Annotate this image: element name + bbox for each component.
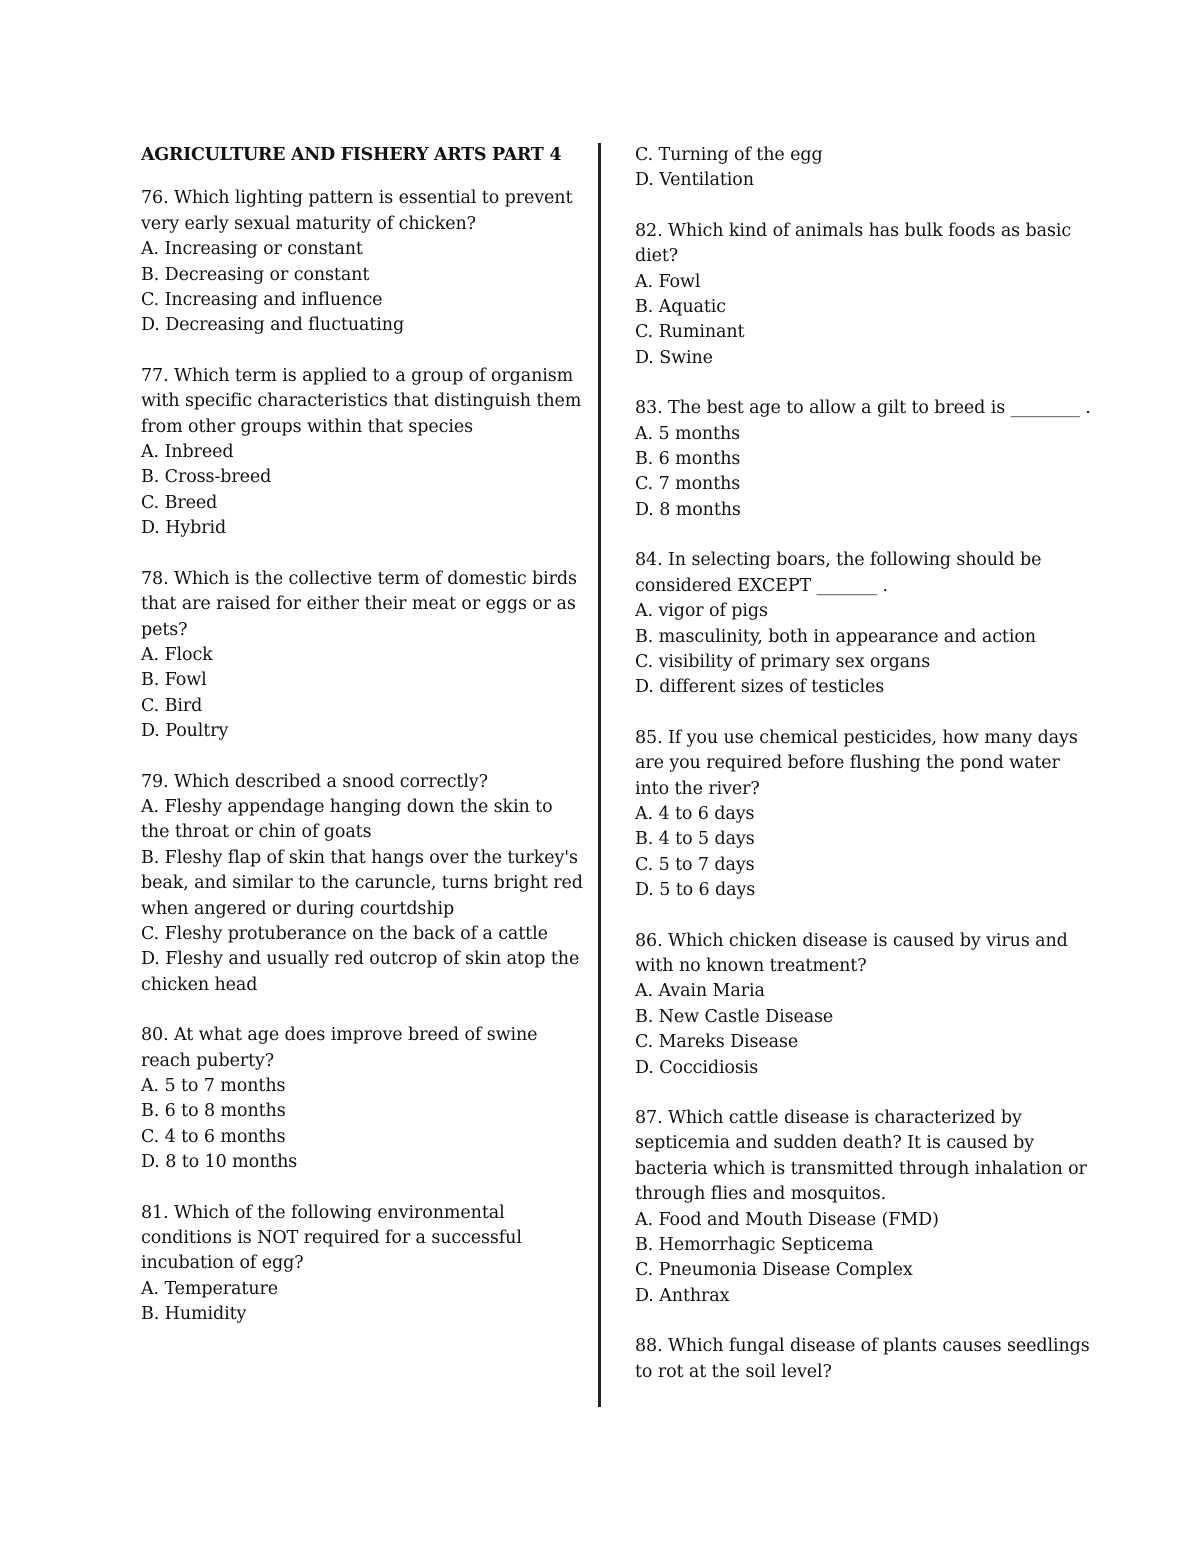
question-text: 87. Which cattle disease is characterized by septicemia and sudden death? It is caused by bacteria which is transmitted through inhalation or through flies and mosquitos. bbox=[635, 1108, 1087, 1205]
answer-choice: A. Temperature bbox=[141, 1278, 279, 1299]
answer-choice: C. Turning of the egg bbox=[635, 145, 823, 165]
answer-choice: B. New Castle Disease bbox=[635, 1006, 834, 1027]
question-text: 77. Which term is applied to a group of organism with specific characteristics that distinguish them from other groups within that species bbox=[141, 365, 582, 437]
question-text: 79. Which described a snood correctly? bbox=[141, 771, 488, 792]
question-text: 84. In selecting boars, the following should be considered EXCEPT _______ . bbox=[635, 550, 1042, 596]
question-item bbox=[141, 567, 586, 745]
answer-choice: B. Cross-breed bbox=[141, 467, 272, 488]
question-text: 78. Which is the collective term of domestic birds that are raised for either their meat or eggs or as pets? bbox=[141, 568, 577, 640]
left-column bbox=[141, 143, 586, 1353]
answer-choice: D. 8 months bbox=[635, 499, 741, 520]
answer-choice: C. Pneumonia Disease Complex bbox=[635, 1260, 913, 1281]
question-item bbox=[141, 1201, 586, 1328]
question-item bbox=[141, 186, 586, 338]
answer-choice: D. Ventilation bbox=[635, 170, 754, 191]
question-text: 83. The best age to allow a gilt to breed is ________ . bbox=[635, 398, 1091, 419]
answer-choice: B. masculinity, both in appearance and action bbox=[635, 626, 1036, 647]
answer-choice: D. Poultry bbox=[141, 721, 229, 742]
answer-choice: B. Hemorrhagic Septicema bbox=[635, 1235, 874, 1256]
left-question-list bbox=[141, 186, 586, 1327]
answer-choice: A. 4 to 6 days bbox=[635, 803, 755, 824]
question-text: 88. Which fungal disease of plants causes seedlings to rot at the soil level? bbox=[635, 1336, 1090, 1382]
answer-choice: D. Fleshy and usually red outcrop of skin atop the chicken head bbox=[141, 949, 580, 995]
answer-choice: C. Breed bbox=[141, 492, 218, 513]
answer-choice: C. Fleshy protuberance on the back of a cattle bbox=[141, 923, 548, 944]
answer-choice: A. 5 to 7 months bbox=[141, 1076, 286, 1096]
question-text: 86. Which chicken disease is caused by virus and with no known treatment? bbox=[635, 930, 1068, 976]
question-item bbox=[635, 726, 1095, 904]
continued-choices bbox=[635, 143, 1095, 194]
answer-choice: B. 4 to 5 days bbox=[635, 829, 755, 850]
answer-choice: B. 6 months bbox=[635, 449, 741, 470]
answer-choice: C. visibility of primary sex organs bbox=[635, 651, 931, 672]
question-item bbox=[141, 364, 586, 542]
question-item bbox=[635, 929, 1095, 1081]
answer-choice: A. Flock bbox=[141, 644, 213, 665]
question-text: 85. If you use chemical pesticides, how many days are you required before flushing the pond water into the river? bbox=[635, 727, 1078, 799]
answer-choice: B. Decreasing or constant bbox=[141, 264, 370, 285]
answer-choice: B. Fowl bbox=[141, 670, 207, 691]
answer-choice: D. 8 to 10 months bbox=[141, 1152, 298, 1173]
answer-choice: D. different sizes of testicles bbox=[635, 677, 885, 698]
answer-choice: B. Fleshy flap of skin that hangs over the turkey's beak, and similar to the caruncle, turns bright red when angered or during courtdship bbox=[141, 847, 583, 919]
answer-choice: C. 5 to 7 days bbox=[635, 854, 755, 875]
document-title: AGRICULTURE AND FISHERY ARTS PART 4 bbox=[141, 145, 562, 165]
answer-choice: D. Decreasing and fluctuating bbox=[141, 315, 405, 336]
question-text: 80. At what age does improve breed of swine reach puberty? bbox=[141, 1025, 538, 1071]
question-item bbox=[635, 396, 1095, 523]
answer-choice: A. Avain Maria bbox=[635, 981, 765, 1002]
question-item bbox=[141, 1023, 586, 1175]
question-item bbox=[141, 770, 586, 999]
answer-choice: C. Bird bbox=[141, 695, 203, 716]
answer-choice: D. Swine bbox=[635, 347, 713, 368]
answer-choice: C. Ruminant bbox=[635, 322, 745, 343]
question-item bbox=[635, 1334, 1095, 1385]
answer-choice: A. 5 months bbox=[635, 423, 741, 444]
answer-choice: C. Increasing and influence bbox=[141, 290, 383, 311]
question-text: 81. Which of the following environmental conditions is NOT required for a successful incubation of egg? bbox=[141, 1202, 522, 1274]
question-item bbox=[635, 548, 1095, 700]
answer-choice: D. 5 to 6 days bbox=[635, 880, 756, 901]
answer-choice: B. Humidity bbox=[141, 1304, 247, 1325]
question-item bbox=[635, 1106, 1095, 1309]
answer-choice: C. 4 to 6 months bbox=[141, 1126, 286, 1147]
answer-choice: A. Fowl bbox=[635, 271, 701, 292]
question-text: 82. Which kind of animals has bulk foods as basic diet? bbox=[635, 220, 1072, 267]
question-text: 76. Which lighting pattern is essential to prevent very early sexual maturity of chicken? bbox=[141, 188, 573, 234]
right-column bbox=[635, 143, 1095, 1410]
answer-choice: D. Hybrid bbox=[141, 518, 227, 539]
answer-choice: B. 6 to 8 months bbox=[141, 1101, 286, 1122]
answer-choice: A. Fleshy appendage hanging down the skin to the throat or chin of goats bbox=[141, 796, 553, 843]
answer-choice: B. Aquatic bbox=[635, 297, 726, 318]
answer-choice: A. Inbreed bbox=[141, 442, 234, 463]
answer-choice: D. Anthrax bbox=[635, 1285, 730, 1306]
answer-choice: D. Coccidiosis bbox=[635, 1057, 759, 1078]
answer-choice: A. Increasing or constant bbox=[141, 239, 363, 260]
answer-choice: C. Mareks Disease bbox=[635, 1032, 799, 1053]
answer-choice: C. 7 months bbox=[635, 474, 741, 495]
answer-choice: A. vigor of pigs bbox=[635, 601, 768, 622]
right-question-list bbox=[635, 219, 1095, 1385]
question-item bbox=[635, 219, 1095, 371]
column-divider bbox=[598, 143, 601, 1407]
answer-choice: A. Food and Mouth Disease (FMD) bbox=[635, 1209, 939, 1230]
